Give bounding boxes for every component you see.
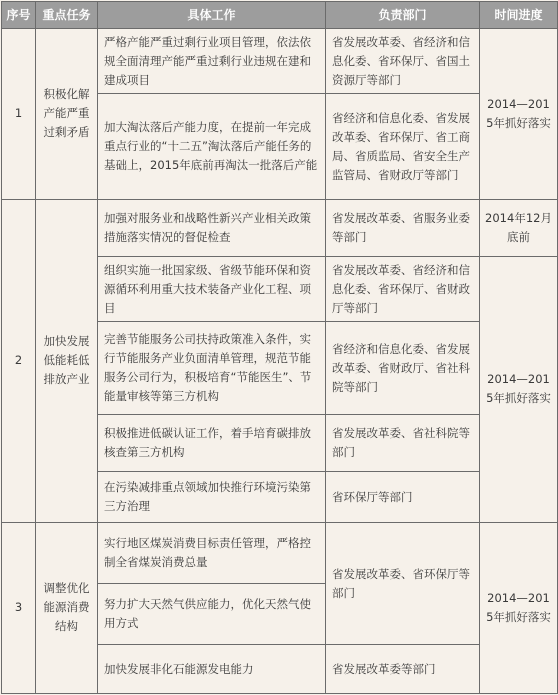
- time-cell: 2014年12月底前: [480, 199, 558, 256]
- table-row: [2, 522, 558, 583]
- work-cell: 严格产能严重过剩行业项目管理，依法依规全面清理产能严重过剩行业违规在建和建成项目: [98, 29, 326, 94]
- dept-cell: 省经济和信息化委、省发展改革委、省环保厅、省工商局、省质监局、省安全生产监管局、省财政厅等部门: [326, 94, 480, 200]
- dept-cell: 省发展改革委、省服务业委等部门: [326, 199, 480, 256]
- header-task: 重点任务: [36, 2, 98, 29]
- seq-cell: 2: [2, 199, 36, 522]
- seq-cell: 3: [2, 522, 36, 693]
- task-cell: 调整优化能源消费结构: [36, 522, 98, 693]
- header-time: 时间进度: [480, 2, 558, 29]
- work-plan-table: [1, 1, 558, 694]
- work-cell: 实行地区煤炭消费目标责任管理，严格控制全省煤炭消费总量: [98, 522, 326, 583]
- table-row: [2, 29, 558, 94]
- dept-cell: 省发展改革委、省社科院等部门: [326, 415, 480, 472]
- work-cell: 加大淘汰落后产能力度，在提前一年完成重点行业的“十二五”淘汰落后产能任务的基础上，2015年底前再淘汰一批落后产能: [98, 94, 326, 200]
- task-cell: 加快发展低能耗低排放产业: [36, 199, 98, 522]
- work-cell: 在污染减排重点领域加快推行环境污染第三方治理: [98, 472, 326, 523]
- dept-cell: 省发展改革委、省经济和信息化委、省环保厅、省国土资源厅等部门: [326, 29, 480, 94]
- work-cell: 积极推进低碳认证工作，着手培育碳排放核查第三方机构: [98, 415, 326, 472]
- dept-cell: 省发展改革委、省经济和信息化委、省环保厅、省财政厅等部门: [326, 256, 480, 321]
- work-cell: 组织实施一批国家级、省级节能环保和资源循环利用重大技术装备产业化工程、项目: [98, 256, 326, 321]
- header-dept: 负责部门: [326, 2, 480, 29]
- time-cell: 2014—2015年抓好落实: [480, 522, 558, 693]
- time-cell: 2014—2015年抓好落实: [480, 256, 558, 522]
- work-cell: 加强对服务业和战略性新兴产业相关政策措施落实情况的督促检查: [98, 199, 326, 256]
- header-seq: 序号: [2, 2, 36, 29]
- dept-cell: 省经济和信息化委、省发展改革委、省财政厅、省社科院等部门: [326, 322, 480, 415]
- header-work: 具体工作: [98, 2, 326, 29]
- work-cell: 努力扩大天然气供应能力，优化天然气使用方式: [98, 584, 326, 645]
- seq-cell: 1: [2, 29, 36, 200]
- table-row: [2, 199, 558, 256]
- work-cell: 完善节能服务公司扶持政策准入条件，实行节能服务产业负面清单管理，规范节能服务公司行为，积极培育“节能医生”、节能量审核等第三方机构: [98, 322, 326, 415]
- time-cell: 2014—2015年抓好落实: [480, 29, 558, 200]
- header-row: [2, 2, 558, 29]
- dept-cell: 省环保厅等部门: [326, 472, 480, 523]
- dept-cell: 省发展改革委等部门: [326, 645, 480, 694]
- work-cell: 加快发展非化石能源发电能力: [98, 645, 326, 694]
- task-cell: 积极化解产能严重过剩矛盾: [36, 29, 98, 200]
- dept-cell: 省发展改革委、省环保厅等部门: [326, 522, 480, 644]
